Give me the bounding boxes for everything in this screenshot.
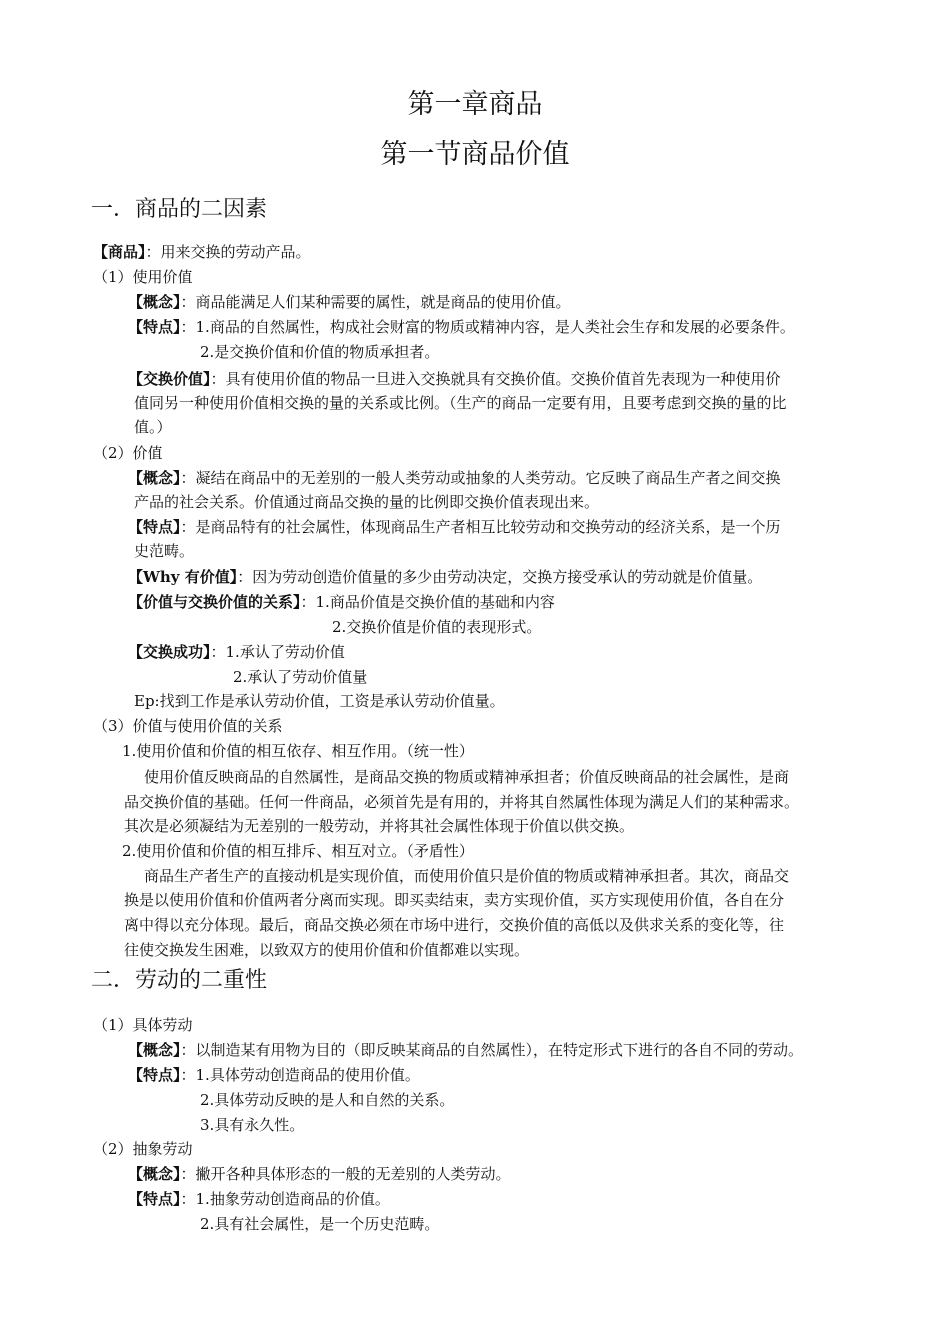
exchange-value-line-3: 值。） bbox=[134, 418, 172, 436]
value-concept-line-1 bbox=[128, 467, 781, 489]
relation-point-1-line-1: 使用价值反映商品的自然属性，是商品交换的物质或精神承担者；价值反映商品的社会属性，是商 bbox=[144, 768, 790, 786]
use-value-concept-text: ：商品能满足人们某种需要的属性，就是商品的使用价值。 bbox=[180, 293, 571, 311]
value-concept-line-2: 产品的社会关系。价值通过商品交换的量的比例即交换价值表现出来。 bbox=[134, 493, 600, 511]
part1-heading: 一．商品的二因素 bbox=[91, 197, 268, 222]
value-concept-tag: 【概念】 bbox=[128, 469, 181, 487]
concrete-labor-concept bbox=[128, 1039, 803, 1061]
value-relation-tag: 【价值与交换价值的关系】 bbox=[128, 593, 301, 611]
relation-point-2-line-4: 往使交换发生困难，以致双方的使用价值和价值都难以实现。 bbox=[124, 941, 530, 959]
exchange-success-text-1: ：1.承认了劳动价值 bbox=[210, 643, 345, 661]
value-feature-tag: 【特点】 bbox=[128, 518, 181, 536]
abstract-feature-tag: 【特点】 bbox=[128, 1190, 181, 1208]
abstract-labor-feature-2: 2.具有社会属性，是一个历史范畴。 bbox=[200, 1215, 440, 1233]
exchange-success-tag: 【交换成功】 bbox=[128, 643, 211, 661]
relation-point-1-line-3: 其次是必须凝结为无差别的一般劳动，并将其社会属性体现于价值以供交换。 bbox=[124, 817, 635, 835]
exchange-value-line-2: 值同另一种使用价值相交换的量的关系或比例。（生产的商品一定要有用，且要考虑到交换的量的比 bbox=[134, 394, 787, 412]
commodity-tag: 【商品】 bbox=[93, 243, 146, 261]
why-value-tag: 【Why 有价值】 bbox=[128, 568, 238, 586]
use-value-feature-tag: 【特点】 bbox=[128, 318, 181, 336]
value-relation-text-1: ：1.商品价值是交换价值的基础和内容 bbox=[300, 593, 555, 611]
concrete-labor-feature-3: 3.具有永久性。 bbox=[200, 1116, 305, 1134]
abstract-labor-feature-1 bbox=[128, 1188, 390, 1210]
concrete-labor-feature-2: 2.具体劳动反映的是人和自然的关系。 bbox=[200, 1091, 455, 1109]
use-value-concept bbox=[128, 291, 571, 313]
value-concept-text-1: ：凝结在商品中的无差别的一般人类劳动或抽象的人类劳动。它反映了商品生产者之间交换 bbox=[180, 469, 781, 487]
exchange-success-2: 2.承认了劳动价值量 bbox=[233, 668, 368, 686]
relation-point-1-line-2: 品交换价值的基础。任何一件商品，必须首先是有用的，并将其自然属性体现为满足人们的某种需求。 bbox=[124, 793, 800, 811]
abstract-concept-text: ：撇开各种具体形态的一般的无差别的人类劳动。 bbox=[180, 1165, 511, 1183]
chapter-title: 第一章商品 bbox=[407, 89, 543, 120]
abstract-labor-concept bbox=[128, 1163, 511, 1185]
exchange-success-1 bbox=[128, 641, 345, 663]
relation-point-2-line-2: 换是以使用价值和价值两者分离而实现。即买卖结束，卖方实现价值，买方实现使用价值，各自在分 bbox=[124, 891, 785, 909]
exchange-value-text-1: ：具有使用价值的物品一旦进入交换就具有交换价值。交换价值首先表现为一种使用价 bbox=[210, 370, 781, 388]
value-relation-1 bbox=[128, 591, 555, 613]
concrete-feature-tag: 【特点】 bbox=[128, 1066, 181, 1084]
why-value-text: ：因为劳动创造价值量的多少由劳动决定，交换方接受承认的劳动就是价值量。 bbox=[237, 568, 763, 586]
value-heading: （2）价值 bbox=[93, 444, 163, 462]
exchange-value-line-1 bbox=[128, 368, 781, 390]
use-value-feature-1 bbox=[128, 316, 795, 338]
part2-heading: 二．劳动的二重性 bbox=[91, 968, 268, 993]
value-feature-text-1: ：是商品特有的社会属性，体现商品生产者相互比较劳动和交换劳动的经济关系，是一个历 bbox=[180, 518, 781, 536]
abstract-labor-heading: （2）抽象劳动 bbox=[93, 1140, 193, 1158]
use-value-feature-1-text: ：1.商品的自然属性，构成社会财富的物质或精神内容，是人类社会生存和发展的必要条件。 bbox=[180, 318, 795, 336]
why-value-line bbox=[128, 566, 762, 588]
value-feature-line-1 bbox=[128, 516, 781, 538]
concrete-feature-text-1: ：1.具体劳动创造商品的使用价值。 bbox=[180, 1066, 420, 1084]
value-relation-2: 2.交换价值是价值的表现形式。 bbox=[332, 618, 542, 636]
value-feature-line-2: 史范畴。 bbox=[134, 542, 195, 560]
relation-point-2-line-1: 商品生产者生产的直接动机是实现价值，而使用价值只是价值的物质或精神承担者。其次，商品交 bbox=[144, 867, 790, 885]
concrete-labor-feature-1 bbox=[128, 1064, 420, 1086]
relation-point-2-line-3: 离中得以充分体现。最后，商品交换必须在市场中进行，交换价值的高低以及供求关系的变化等，往 bbox=[124, 916, 785, 934]
concrete-concept-text: ：以制造某有用物为目的（即反映某商品的自然属性），在特定形式下进行的各自不同的劳动。 bbox=[180, 1041, 804, 1059]
concrete-concept-tag: 【概念】 bbox=[128, 1041, 181, 1059]
use-value-heading: （1）使用价值 bbox=[93, 268, 193, 286]
abstract-concept-tag: 【概念】 bbox=[128, 1165, 181, 1183]
section-title: 第一节商品价值 bbox=[380, 139, 570, 170]
use-value-concept-tag: 【概念】 bbox=[128, 293, 181, 311]
commodity-text: ：用来交换的劳动产品。 bbox=[145, 243, 311, 261]
commodity-definition bbox=[93, 241, 311, 263]
concrete-labor-heading: （1）具体劳动 bbox=[93, 1016, 193, 1034]
relation-point-1-title: 1.使用价值和价值的相互依存、相互作用。（统一性） bbox=[122, 742, 474, 760]
use-value-feature-2: 2.是交换价值和价值的物质承担者。 bbox=[200, 343, 440, 361]
exchange-value-tag: 【交换价值】 bbox=[128, 370, 211, 388]
relation-heading: （3）价值与使用价值的关系 bbox=[93, 717, 283, 735]
abstract-feature-text-1: ：1.抽象劳动创造商品的价值。 bbox=[180, 1190, 390, 1208]
relation-point-2-title: 2.使用价值和价值的相互排斥、相互对立。（矛盾性） bbox=[122, 842, 474, 860]
example-line: Ep:找到工作是承认劳动价值，工资是承认劳动价值量。 bbox=[134, 692, 505, 710]
